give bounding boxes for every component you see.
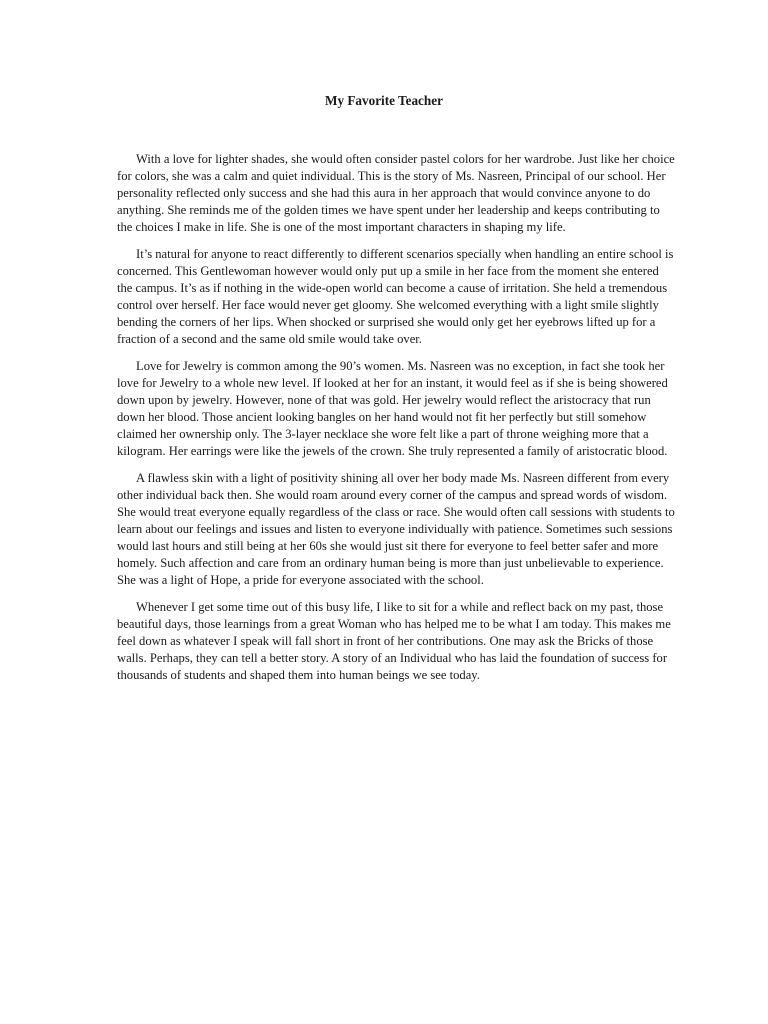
paragraph-5: Whenever I get some time out of this busy life, I like to sit for a while and reflect back on my past, those beautiful days, those learnings from a great Woman who has helped me to be what I am today. This makes me feel down as whatever I speak will fall short in front of her contributions. One may ask the Bricks of those walls. Perhaps, they can tell a better story. A story of an Individual who has laid the foundation of success for thousands of students and shaped them into human beings we see today.: [117, 600, 671, 682]
paragraph-1: With a love for lighter shades, she would often consider pastel colors for her wardrobe. Just like her choice for colors, she was a calm and quiet individual. This is the story of Ms. Nasreen, Principal of our school. Her personality reflected only success and she had this aura in her approach that would convince anyone to do anything. She reminds me of the golden times we have spent under her leadership and keeps contributing to the choices I make in life. She is one of the most important characters in shaping my life.: [117, 152, 675, 234]
paragraph-2: It’s natural for anyone to react differently to different scenarios specially when handling an entire school is concerned. This Gentlewoman however would only put up a smile in her face from the moment she entered the campus. It’s as if nothing in the wide-open world can become a cause of irritation. She held a tremendous control over herself. Her face would never get gloomy. She welcomed everything with a light smile slightly bending the corners of her lips. When shocked or surprised she would only get her eyebrows lifted up for a fraction of a second and the same old smile would take over.: [117, 247, 674, 346]
paragraph-3: Love for Jewelry is common among the 90’s women. Ms. Nasreen was no exception, in fact she took her love for Jewelry to a whole new level. If looked at her for an instant, it would feel as if she is being showered down upon by jewelry. However, none of that was gold. Her jewelry would reflect the aristocracy that run down her blood. Those ancient looking bangles on her hand would not fit her perfectly but still somehow claimed her ownership only. The 3-layer necklace she wore felt like a part of throne weighing more that a kilogram. Her earrings were like the jewels of the crown. She truly represented a family of aristocratic blood.: [117, 359, 668, 458]
paragraph-4: A flawless skin with a light of positivity shining all over her body made Ms. Nasreen different from every other individual back then. She would roam around every corner of the campus and spread words of wisdom. She would treat everyone equally regardless of the class or race. She would often call sessions with students to learn about our feelings and issues and listen to everyone individually with patience. Sometimes such sessions would last hours and still being at her 60s she would just sit there for everyone to feel better safer and more homely. Such affection and care from an ordinary human being is more than just unbelievable to experience. She was a light of Hope, a pride for everyone associated with the school.: [117, 471, 675, 587]
document-body: [117, 151, 675, 694]
document-title: My Favorite Teacher: [325, 93, 443, 108]
